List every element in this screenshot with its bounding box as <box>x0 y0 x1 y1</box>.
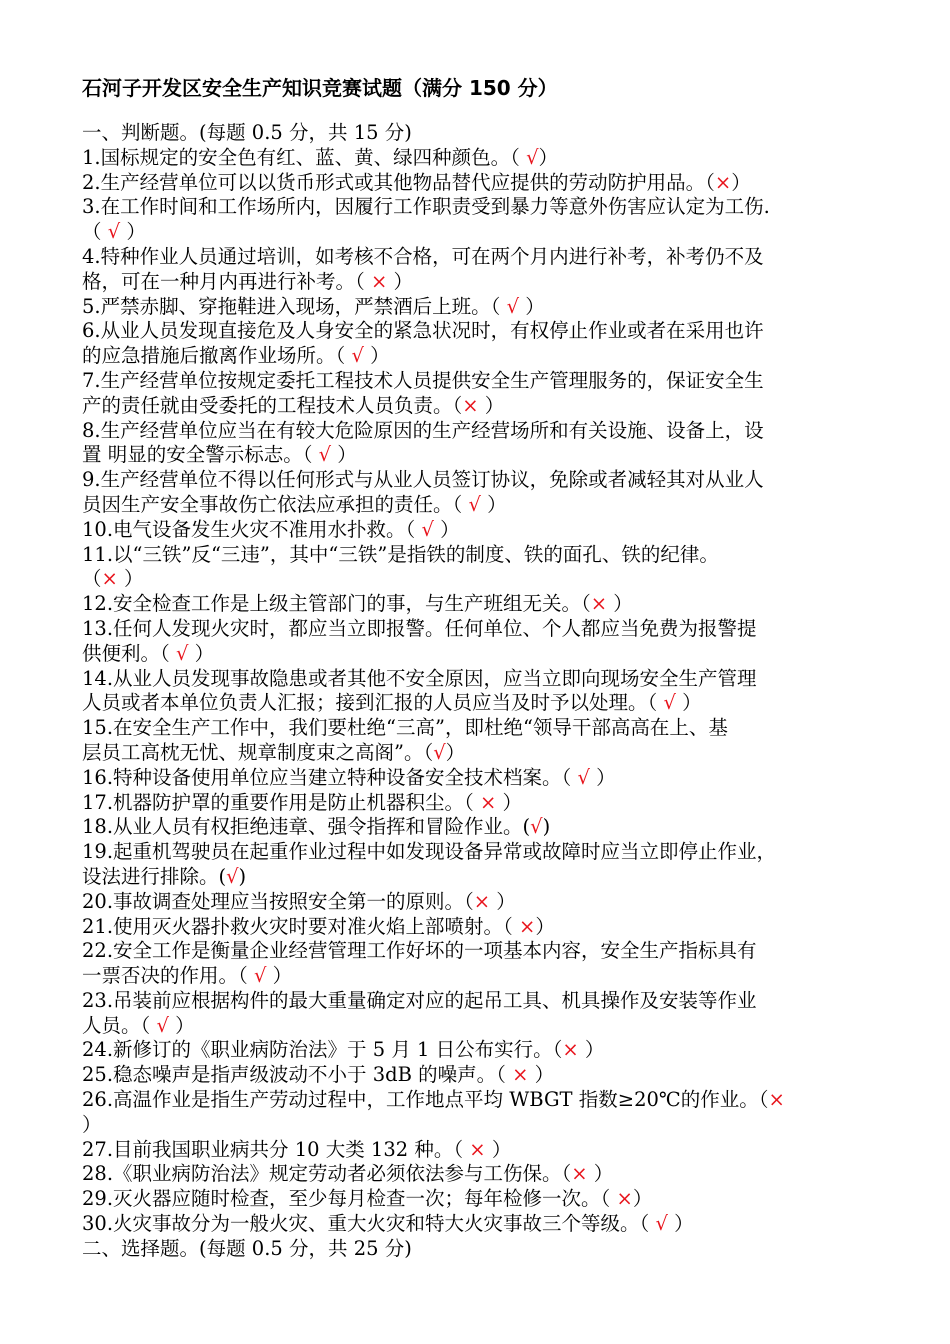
question-line <box>82 468 872 493</box>
section-heading-choice: 二、选择题。(每题 0.5 分，共 25 分) <box>82 1236 412 1260</box>
answer-bracket-close: ） <box>117 567 144 591</box>
question-text: 21.使用灭火器扑救火灾时要对准火焰上部喷射。（ <box>82 914 519 938</box>
answer-false-mark: × <box>462 393 479 417</box>
question-line <box>82 642 872 667</box>
question-line <box>82 840 872 865</box>
question-line <box>82 369 872 394</box>
question-text: 19.起重机驾驶员在起重作业过程中如发现设备异常或故障时应当立即停止作业， <box>82 840 777 864</box>
question-text: 格，可在一种月内再进行补考。（ <box>82 269 371 293</box>
question-line <box>82 592 872 617</box>
answer-bracket-close: ） <box>433 517 460 541</box>
question-text: 18.从业人员有权拒绝违章、强令指挥和冒险作业。( <box>82 815 531 839</box>
answer-false-mark: × <box>714 170 732 194</box>
question-text: 10.电气设备发生火灾不准用水扑救。（ <box>82 517 422 541</box>
question-text: 24.新修订的《职业病防治法》于 5 月 1 日公布实行。（ <box>82 1038 563 1062</box>
question-line <box>82 419 872 444</box>
answer-bracket-close: ） <box>632 1187 653 1211</box>
question-line <box>82 1088 872 1113</box>
question-text: ） <box>82 1112 102 1136</box>
question-text: 产的责任就由受委托的工程技术人员负责。（ <box>82 393 463 417</box>
answer-true-mark: √ <box>107 220 121 244</box>
answer-bracket-close: ） <box>578 1038 605 1062</box>
question-text: 29.灭火器应随时检查，至少每月检查一次；每年检修一次。（ <box>82 1187 617 1211</box>
section-heading-judgement: 一、判断题。(每题 0.5 分，共 15 分) <box>82 121 412 144</box>
answer-true-mark: √ <box>421 517 434 541</box>
answer-false-mark: × <box>768 1088 785 1112</box>
page-title: 石河子开发区安全生产知识竞赛试题（满分 150 分） <box>82 76 558 100</box>
question-text: 27.目前我国职业病共分 10 大类 132 种。（ <box>82 1137 470 1161</box>
answer-bracket-close: ） <box>120 220 146 244</box>
answer-true-mark: √ <box>253 964 267 988</box>
answer-bracket-close: ） <box>587 1162 614 1186</box>
answer-true-mark: √ <box>655 1212 668 1236</box>
question-line <box>82 394 872 419</box>
question-text: 15.在安全生产工作中，我们要杜绝“三高”，即杜绝“领导干部高高在上、基 <box>82 716 728 740</box>
answer-true-mark: √ <box>226 864 239 888</box>
answer-bracket-close: ） <box>496 790 523 814</box>
answer-false-mark: × <box>562 1038 579 1062</box>
question-text: 16.特种设备使用单位应当建立特种设备安全技术档案。（ <box>82 765 578 789</box>
answer-bracket-close: ） <box>478 393 505 417</box>
question-line <box>82 567 872 592</box>
answer-true-mark: √ <box>156 1013 169 1037</box>
question-line <box>82 493 872 518</box>
answer-false-mark: × <box>571 1162 588 1186</box>
question-line <box>82 617 872 642</box>
question-line <box>82 1038 872 1063</box>
question-text: 28.《职业病防治法》规定劳动者必须依法参与工伤保。（ <box>82 1162 572 1186</box>
answer-bracket-close: ） <box>607 592 633 616</box>
question-text: 14.从业人员发现事故隐患或者其他不安全原因，应当立即向现场安全生产管理 <box>82 666 757 690</box>
question-line <box>82 815 872 840</box>
question-text: 人员。（ <box>82 1013 157 1037</box>
question-line <box>82 245 872 270</box>
question-line <box>82 171 872 196</box>
question-line <box>82 270 872 295</box>
question-line <box>82 766 872 791</box>
answer-bracket-close: ） <box>445 740 466 764</box>
question-line <box>82 146 872 171</box>
answer-false-mark: × <box>518 914 536 938</box>
answer-bracket-close: ） <box>331 443 357 467</box>
question-line <box>82 1138 872 1163</box>
question-line <box>82 220 872 245</box>
answer-bracket-close: ） <box>589 765 616 789</box>
question-line <box>82 319 872 344</box>
question-text: 26.高温作业是指生产劳动过程中，工作地点平均 WBGT 指数≥20℃的作业。（ <box>82 1088 769 1112</box>
answer-false-mark: × <box>473 889 491 913</box>
answer-bracket-close: ） <box>188 641 215 665</box>
question-line <box>82 1212 872 1237</box>
question-line <box>82 1063 872 1088</box>
answer-bracket-close: ） <box>168 1013 195 1037</box>
answer-true-mark: √ <box>506 294 519 318</box>
question-text: 2.生产经营单位可以以货币形式或其他物品替代应提供的劳动防护用品。（ <box>82 170 715 194</box>
question-line <box>82 518 872 543</box>
question-text: 30.火灾事故分为一般火灾、重大火灾和特大火灾事故三个等级。（ <box>82 1212 656 1236</box>
answer-bracket-close: ） <box>667 1212 694 1236</box>
question-text: 置 明显的安全警示标志。（ <box>82 443 319 467</box>
question-line <box>82 989 872 1014</box>
question-text: （ <box>82 220 108 244</box>
question-text: 22.安全工作是衡量企业经营管理工作好坏的一项基本内容，安全生产指标具有 <box>82 939 757 963</box>
answer-bracket-close: ） <box>490 889 516 913</box>
answer-bracket-close: ） <box>731 170 751 194</box>
question-line <box>82 195 872 220</box>
answer-bracket-close: ） <box>387 269 413 293</box>
question-text: 5.严禁赤脚、穿拖鞋进入现场，严禁酒后上班。（ <box>82 294 507 318</box>
question-text: 4.特种作业人员通过培训，如考核不合格，可在两个月内进行补考，补考仍不及 <box>82 244 764 268</box>
answer-true-mark: √ <box>351 344 364 368</box>
answer-bracket-close: ） <box>519 294 545 318</box>
question-line <box>82 1014 872 1039</box>
question-text: 员因生产安全事故伤亡依法应承担的责任。（ <box>82 492 469 516</box>
question-text: 1.国标规定的安全色有红、蓝、黄、绿四种颜色。（ <box>82 145 527 169</box>
answer-bracket-close: ） <box>480 492 507 516</box>
answer-true-mark: √ <box>468 492 481 516</box>
question-line <box>82 915 872 940</box>
answer-false-mark: × <box>512 1063 529 1087</box>
question-list <box>82 121 872 1262</box>
question-text: 3.在工作时间和工作场所内，因履行工作职责受到暴力等意外伤害应认定为工伤. <box>82 195 770 219</box>
question-text: 20.事故调查处理应当按照安全第一的原则。（ <box>82 889 474 913</box>
question-line <box>82 443 872 468</box>
question-text: 设法进行排除。( <box>82 864 227 888</box>
answer-false-mark: × <box>101 567 118 591</box>
question-line <box>82 939 872 964</box>
answer-bracket-close: ） <box>675 691 702 715</box>
answer-bracket-close: ） <box>363 344 390 368</box>
question-text: 人员或者本单位负责人汇报；接到汇报的人员应当及时予以处理。（ <box>82 691 664 715</box>
answer-bracket-close: ) <box>542 815 551 839</box>
question-text: 25.稳态噪声是指声级波动不小于 3dB 的噪声。（ <box>82 1063 513 1087</box>
question-line <box>82 1187 872 1212</box>
question-text: 6.从业人员发现直接危及人身安全的紧急状况时，有权停止作业或者在采用也许 <box>82 319 764 343</box>
question-line <box>82 691 872 716</box>
question-text: 23.吊装前应根据构件的最大重量确定对应的起吊工具、机具操作及安装等作业 <box>82 988 757 1012</box>
question-line <box>82 964 872 989</box>
question-text: 12.安全检查工作是上级主管部门的事，与生产班组无关。（ <box>82 592 591 616</box>
question-text: 一票否决的作用。（ <box>82 964 254 988</box>
answer-bracket-close: ） <box>266 964 293 988</box>
question-text: （ <box>82 567 102 591</box>
answer-bracket-close: ） <box>528 1063 555 1087</box>
answer-bracket-close: ） <box>485 1137 512 1161</box>
question-line <box>82 543 872 568</box>
question-text: 7.生产经营单位按规定委托工程技术人员提供安全生产管理服务的，保证安全生 <box>82 368 764 392</box>
question-text: 8.生产经营单位应当在有较大危险原因的生产经营场所和有关设施、设备上，设 <box>82 418 764 442</box>
question-text: 11.以“三铁”反“三违”，其中“三铁”是指铁的制度、铁的面孔、铁的纪律。 <box>82 542 719 566</box>
answer-false-mark: × <box>370 269 388 293</box>
answer-true-mark: √ <box>530 815 543 839</box>
answer-bracket-close: ） <box>538 145 559 169</box>
question-line <box>82 865 872 890</box>
answer-true-mark: √ <box>526 145 539 169</box>
question-line <box>82 344 872 369</box>
answer-false-mark: × <box>469 1137 486 1161</box>
answer-true-mark: √ <box>663 691 676 715</box>
question-text: 13.任何人发现火灾时，都应当立即报警。任何单位、个人都应当免费为报警提 <box>82 616 757 640</box>
question-line <box>82 791 872 816</box>
question-text: 供便利。（ <box>82 641 176 665</box>
question-line <box>82 890 872 915</box>
answer-false-mark: × <box>479 790 497 814</box>
question-text: 层员工高枕无忧、规章制度束之高阁”。（ <box>82 740 434 764</box>
question-line <box>82 667 872 692</box>
answer-false-mark: × <box>590 592 608 616</box>
answer-bracket-close: ） <box>535 914 555 938</box>
answer-true-mark: √ <box>433 740 446 764</box>
answer-bracket-close: ) <box>238 864 247 888</box>
answer-true-mark: √ <box>577 765 590 789</box>
question-line <box>82 1162 872 1187</box>
question-line <box>82 716 872 741</box>
question-text: 9.生产经营单位不得以任何形式与从业人员签订协议，免除或者减轻其对从业人 <box>82 468 764 492</box>
answer-true-mark: √ <box>175 641 189 665</box>
question-line <box>82 741 872 766</box>
question-text: 17.机器防护罩的重要作用是防止机器积尘。（ <box>82 790 480 814</box>
answer-false-mark: × <box>616 1187 633 1211</box>
question-line <box>82 295 872 320</box>
question-text: 的应急措施后撤离作业场所。（ <box>82 344 352 368</box>
answer-true-mark: √ <box>318 443 332 467</box>
question-line <box>82 1113 872 1138</box>
